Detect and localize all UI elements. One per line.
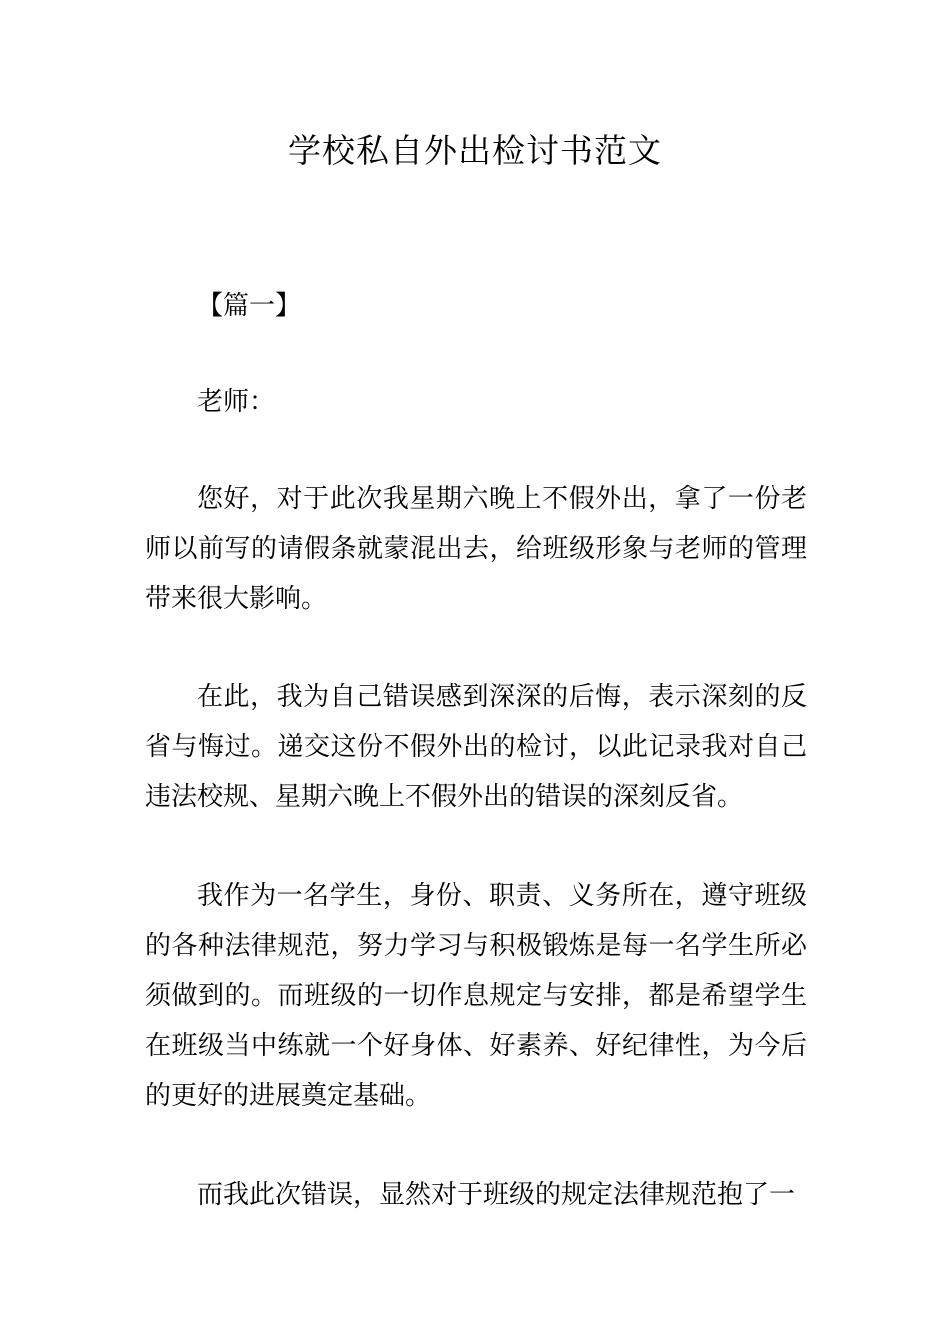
paragraph-3: 我作为一名学生，身份、职责、义务所在，遵守班级的各种法律规范，努力学习与积极锻炼是每一名学生所必须做到的。而班级的一切作息规定与安排，都是希望学生在班级当中练就一个好身体、好素养、好纪律性，为今后的更好的进展奠定基础。 <box>145 881 807 1111</box>
document-title: 学校私自外出检讨书范文 <box>288 131 662 170</box>
section-label: 【篇一】 <box>197 291 302 321</box>
salutation: 老师： <box>197 387 276 417</box>
paragraph-2: 在此，我为自己错误感到深深的后悔，表示深刻的反省与悔过。递交这份不假外出的检讨，以此记录我对自己违法校规、星期六晚上不假外出的错误的深刻反省。 <box>145 682 807 812</box>
paragraph-1: 您好，对于此次我星期六晚上不假外出，拿了一份老师以前写的请假条就蒙混出去，给班级形象与老师的管理带来很大影响。 <box>145 484 807 614</box>
paragraph-4: 而我此次错误，显然对于班级的规定法律规范抱了一 <box>197 1180 796 1210</box>
